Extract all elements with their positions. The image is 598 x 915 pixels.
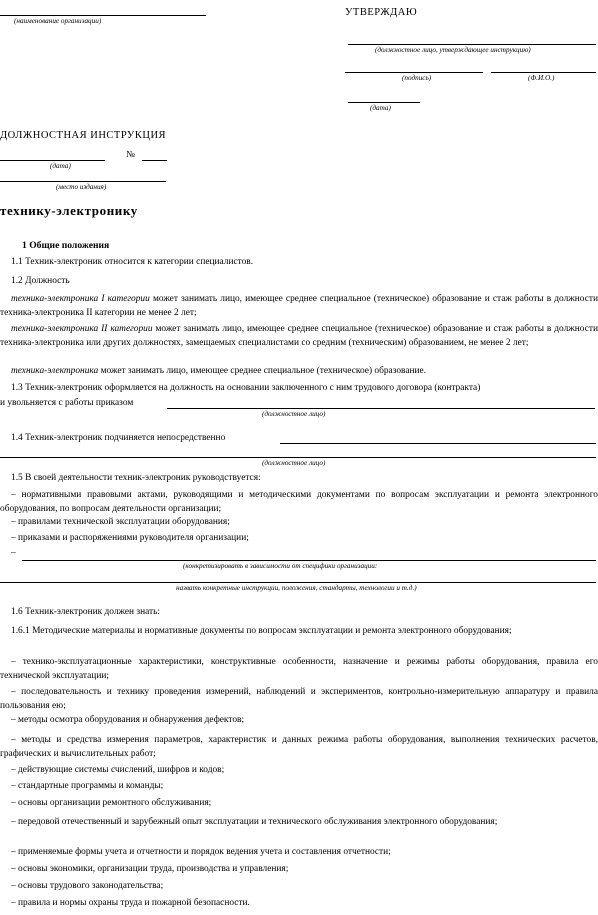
paragraph-1-5: 1.5 В своей деятельности техник-электроник руководствуется:	[11, 473, 261, 483]
category-1-label: техника-электроника I категории	[11, 294, 150, 304]
paragraph-1-3-dismissal: и увольняется с работы приказом	[0, 398, 134, 408]
approver-position-line[interactable]	[348, 44, 596, 45]
document-subject: технику-электронику	[0, 203, 138, 218]
approve-date-caption: (дата)	[370, 104, 391, 112]
knowledge-item-4: – методы и средства измерения параметров, характеристик и данных режима работы оборудования, выполнения технических расчетов, графических и вычислительных работ;	[0, 735, 598, 759]
category-0-text: может занимать лицо, имеющее среднее специальное (техническое) образование.	[98, 366, 427, 376]
concretize-caption: (конкретизировать в зависимости от специфики организации:	[183, 562, 378, 570]
paragraph-1-1: 1.1 Техник-электроник относится к категории специалистов.	[11, 257, 254, 267]
category-2-label: техника-электроника II категории	[11, 324, 153, 334]
approve-label: УТВЕРЖДАЮ	[345, 7, 418, 18]
knowledge-item-5: – действующие системы счислений, шифров и кодов;	[11, 765, 225, 775]
knowledge-item-6: – стандартные программы и команды;	[11, 781, 164, 791]
category-0-label: техника-электроника	[11, 366, 99, 376]
knowledge-item-12: – правила и нормы охраны труда и пожарной безопасности.	[11, 898, 250, 908]
dismissal-official-caption: (должностное лицо)	[262, 410, 326, 418]
knowledge-item-3: – методы осмотра оборудования и обнаружения дефектов;	[11, 715, 245, 725]
section-heading: 1 Общие положения	[22, 240, 110, 251]
paragraph-1-6: 1.6 Техник-электроник должен знать:	[11, 607, 161, 617]
org-name-caption: (наименование организации)	[14, 17, 102, 25]
doc-place-line[interactable]	[0, 181, 166, 182]
category-2-paragraph	[0, 322, 598, 350]
approver-name-caption: (Ф.И.О.)	[528, 74, 555, 82]
knowledge-item-9: – применяемые формы учета и отчетности и порядок ведения учета и составления отчетности;	[11, 847, 391, 857]
guideline-item-1: – нормативными правовыми актами, руководящими и методическими документами по вопросам эксплуатации и ремонта электронного оборудования, по вопросам деятельности организации;	[0, 490, 598, 514]
category-1-paragraph	[0, 292, 598, 320]
knowledge-item-11: – основы трудового законодательства;	[11, 881, 164, 891]
dismissal-official-line[interactable]	[167, 408, 595, 409]
knowledge-item-8: – передовой отечественный и зарубежный опыт эксплуатации и технического обслуживания электронного оборудования;	[11, 817, 498, 827]
supervisor-caption: (должностное лицо)	[262, 459, 326, 467]
approve-date-line[interactable]	[348, 102, 420, 103]
doc-date-caption: (дата)	[50, 162, 71, 170]
doc-number-line[interactable]	[142, 160, 167, 161]
knowledge-item-10: – основы экономики, организации труда, производства и управления;	[11, 864, 289, 874]
supervisor-line-2[interactable]	[0, 457, 596, 458]
signature-caption: (подпись)	[402, 74, 432, 82]
category-0-paragraph	[0, 366, 598, 378]
doc-date-line[interactable]	[0, 160, 105, 161]
paragraph-1-2: 1.2 Должность	[11, 276, 70, 286]
category-1-text: может занимать лицо, имеющее среднее специальное (техническое) образование и стаж работы в должности техника-электроника II категории не менее 2 лет;	[0, 294, 598, 318]
knowledge-item-1: – технико-эксплуатационные характеристики, конструктивные особенности, назначение и режимы работы оборудования, правила его технической эксплуатации;	[0, 657, 598, 681]
guideline-custom-line-2[interactable]	[0, 582, 596, 583]
guideline-item-2: – правилами технической эксплуатации оборудования;	[11, 517, 230, 527]
signature-line[interactable]	[345, 72, 483, 73]
guideline-dash: –	[11, 548, 16, 558]
doc-number-sign: №	[126, 150, 135, 160]
paragraph-1-3: 1.3 Техник-электроник оформляется на должность на основании заключенного с ним трудового договора (контракта)	[11, 383, 481, 393]
approver-name-line[interactable]	[491, 72, 596, 73]
knowledge-item-7: – основы организации ремонтного обслуживания;	[11, 798, 212, 808]
approver-position-caption: (должностное лицо, утверждающее инструкцию)	[375, 46, 531, 54]
category-2-text: может занимать лицо, имеющее среднее специальное (техническое) образование и стаж работы в должности техника-электроника или других должностях, замещаемых специалистами со средним (техническим) образованием, не менее 2 лет;	[0, 324, 598, 348]
document-title: ДОЛЖНОСТНАЯ ИНСТРУКЦИЯ	[0, 130, 167, 141]
doc-place-caption: (место издания)	[56, 183, 107, 191]
supervisor-line-1[interactable]	[280, 443, 596, 444]
paragraph-1-6-1: 1.6.1 Методические материалы и нормативные документы по вопросам эксплуатации и ремонта электронного оборудования;	[11, 626, 512, 636]
guideline-item-3: – приказами и распоряжениями руководителя организации;	[11, 533, 249, 543]
guideline-custom-line-1[interactable]	[22, 560, 596, 561]
paragraph-1-4: 1.4 Техник-электроник подчиняется непосредственно	[11, 433, 226, 443]
name-docs-caption: назвать конкретные инструкции, положения, стандарты, технологии и т.д.)	[176, 584, 417, 592]
knowledge-item-2: – последовательность и технику проведения измерений, наблюдений и экспериментов, контрольно-измерительную аппаратуру и правила пользования ею;	[0, 687, 598, 711]
org-name-line[interactable]	[0, 15, 206, 16]
